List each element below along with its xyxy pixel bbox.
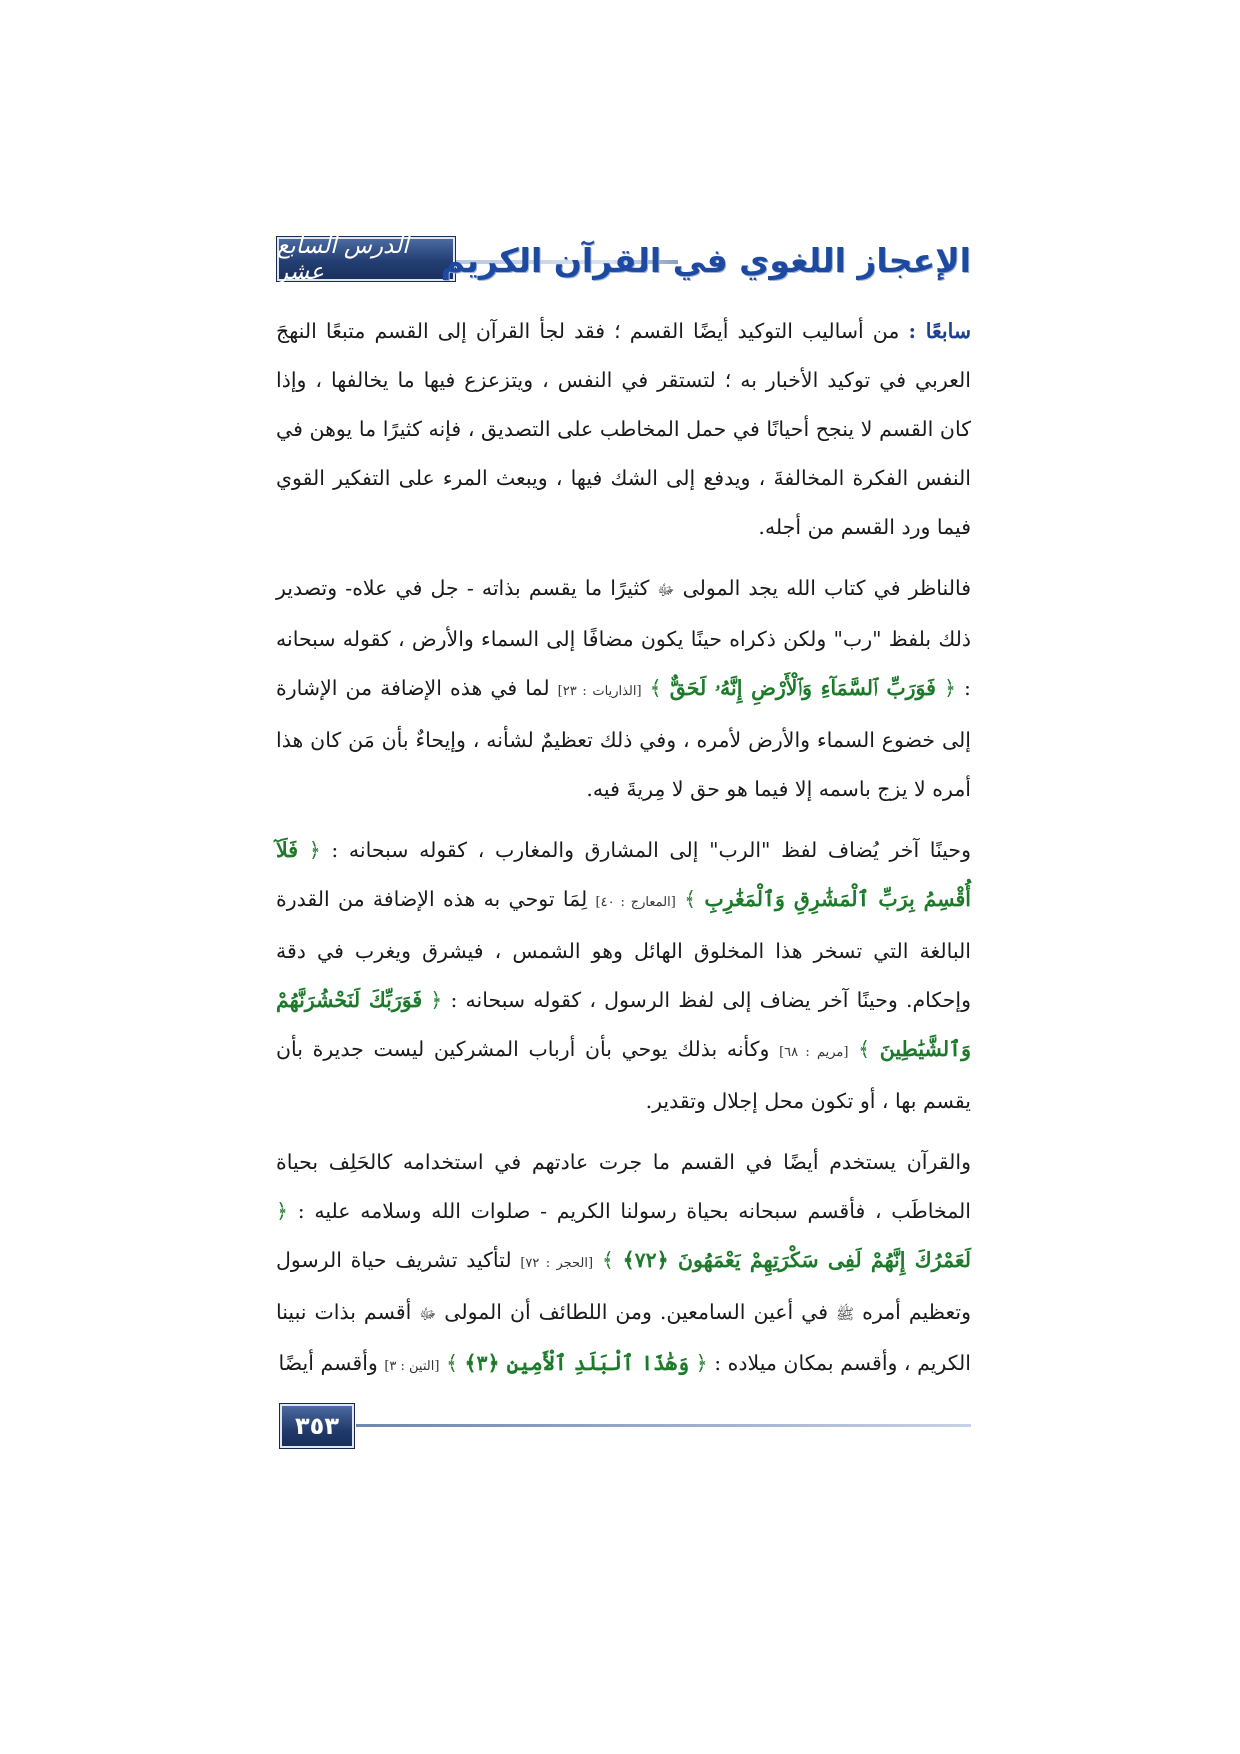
book-title: الإعجاز اللغوي في القرآن الكريم xyxy=(440,240,971,280)
verse-reference: [المعارج : ٤٠] xyxy=(595,895,676,910)
paragraph-lead: سابعًا : xyxy=(908,319,971,343)
paragraph-text: في أعين السامعين. ومن اللطائف أن المولى xyxy=(436,1300,837,1324)
verse-bracket-close: ﴾ xyxy=(601,1248,614,1272)
quran-verse: لَعَمْرُكَ إِنَّهُمْ لَفِى سَكْرَتِهِمْ يَعْمَهُونَ ﴿٧٢﴾ xyxy=(622,1248,971,1272)
paragraph-text: أقسم بذات نبينا الكريم ، وأقسم بمكان ميلاده : xyxy=(276,1300,971,1375)
page-header xyxy=(276,232,971,288)
paragraph-4 xyxy=(276,1138,971,1391)
paragraph-text: لِمَا توحي به هذه الإضافة من القدرة البالغة التي تسخر هذا المخلوق الهائل وهو الشمس ، فيشرق ويغرب في دقة وإحكام. وحينًا آخر يضاف إلى لفظ الرسول ، كقوله سبحانه : xyxy=(276,887,971,1012)
page-number: ٣٥٣ xyxy=(279,1403,355,1449)
verse-reference: [الذاريات : ٢٣] xyxy=(557,684,642,699)
paragraph-2 xyxy=(276,564,971,814)
paragraph-text: من أساليب التوكيد أيضًا القسم ؛ فقد لجأ القرآن إلى القسم متبعًا النهجَ العربي في توكيد الأخبار به ؛ لتستقر في النفس ، ويتزعزع فيها ما يخالفها ، وإذا كان القسم لا ينجح أحيانًا في حمل المخاطب على التصديق ، فإنه كثيرًا ما يوهن في النفس الفكرة المخالفةَ ، ويدفع إلى الشك فيها ، ويبعث المرء على التفكير القوي فيما ورد القسم من أجله. xyxy=(276,319,971,539)
paragraph-text: لتأكيد تشريف حياة الرسول وتعظيم أمره xyxy=(276,1248,971,1324)
lesson-label: الدرس السابع عشر xyxy=(277,233,409,285)
paragraph-text: وأقسم أيضًا xyxy=(278,1351,385,1375)
paragraph-1 xyxy=(276,307,971,552)
verse-bracket-close: ﴾ xyxy=(684,887,697,911)
paragraph-text: وحينًا آخر يُضاف لفظ "الرب" إلى المشارق والمغارب ، كقوله سبحانه : xyxy=(320,838,971,862)
verse-reference: [مريم : ٦٨] xyxy=(779,1045,849,1060)
verse-reference: [الحجر : ٧٢] xyxy=(520,1256,594,1271)
paragraph-text: لما في هذه الإضافة من الإشارة إلى خضوع السماء والأرض لأمره ، وفي ذلك تعظيمٌ لشأنه ، وإيحاءٌ بأن مَن كان هذا أمره لا يزج باسمه إلا فيما هو حق لا مِريةَ فيه. xyxy=(276,676,971,801)
quran-verse: فَوَرَبِّ ٱلسَّمَآءِ وَٱلْأَرْضِ إِنَّهُۥ لَحَقٌّ xyxy=(669,676,936,700)
verse-bracket-open: ﴿ xyxy=(430,988,443,1012)
honorific-glyph: ﷻ xyxy=(419,1305,437,1323)
paragraph-text: وكأنه بذلك يوحي بأن أرباب المشركين ليست جديرة بأن يقسم بها ، أو تكون محل إجلال وتقدير. xyxy=(276,1037,971,1113)
paragraph-text: فالناظر في كتاب الله يجد المولى xyxy=(674,576,971,600)
verse-bracket-close: ﴾ xyxy=(649,676,662,700)
quran-verse: وَهَٰذَا ٱلْبَلَدِ ٱلْأَمِينِ ﴿٣﴾ xyxy=(464,1351,690,1375)
paragraph-3 xyxy=(276,826,971,1126)
paragraph-text: والقرآن يستخدم أيضًا في القسم ما جرت عادتهم في استخدامه كالحَلِف بحياة المخاطَب ، فأقسم سبحانه بحياة رسولنا الكريم - صلوات الله وسلامه عليه : xyxy=(276,1150,971,1223)
verse-bracket-close: ﴾ xyxy=(858,1037,871,1061)
verse-bracket-open: ﴿ xyxy=(695,1351,708,1375)
lesson-badge xyxy=(276,233,456,285)
verse-bracket-close: ﴾ xyxy=(445,1351,458,1375)
footer-divider xyxy=(356,1424,971,1427)
verse-bracket-open: ﴿ xyxy=(276,1199,289,1223)
verse-reference: [التين : ٣] xyxy=(384,1359,440,1374)
paragraph-text: كثيرًا ما يقسم بذاته - جل في علاه- وتصدير ذلك بلفظ "رب" ولكن ذكراه حينًا يكون مضافًا إلى السماء والأرض ، كقوله سبحانه : xyxy=(276,576,971,700)
quran-verse: فَوَرَبِّكَ لَنَحْشُرَنَّهُمْ وَٱلشَّيَٰطِينَ xyxy=(276,988,971,1061)
honorific-glyph: ﷻ xyxy=(657,581,675,599)
quran-verse: فَلَآ أُقْسِمُ بِرَبِّ ٱلْمَشَٰرِقِ وَٱلْمَغَٰرِبِ xyxy=(276,838,971,911)
page-body xyxy=(276,307,971,1403)
honorific-glyph: ﷺ xyxy=(836,1305,855,1323)
verse-bracket-open: ﴿ xyxy=(308,838,321,862)
verse-bracket-open: ﴿ xyxy=(944,676,957,700)
